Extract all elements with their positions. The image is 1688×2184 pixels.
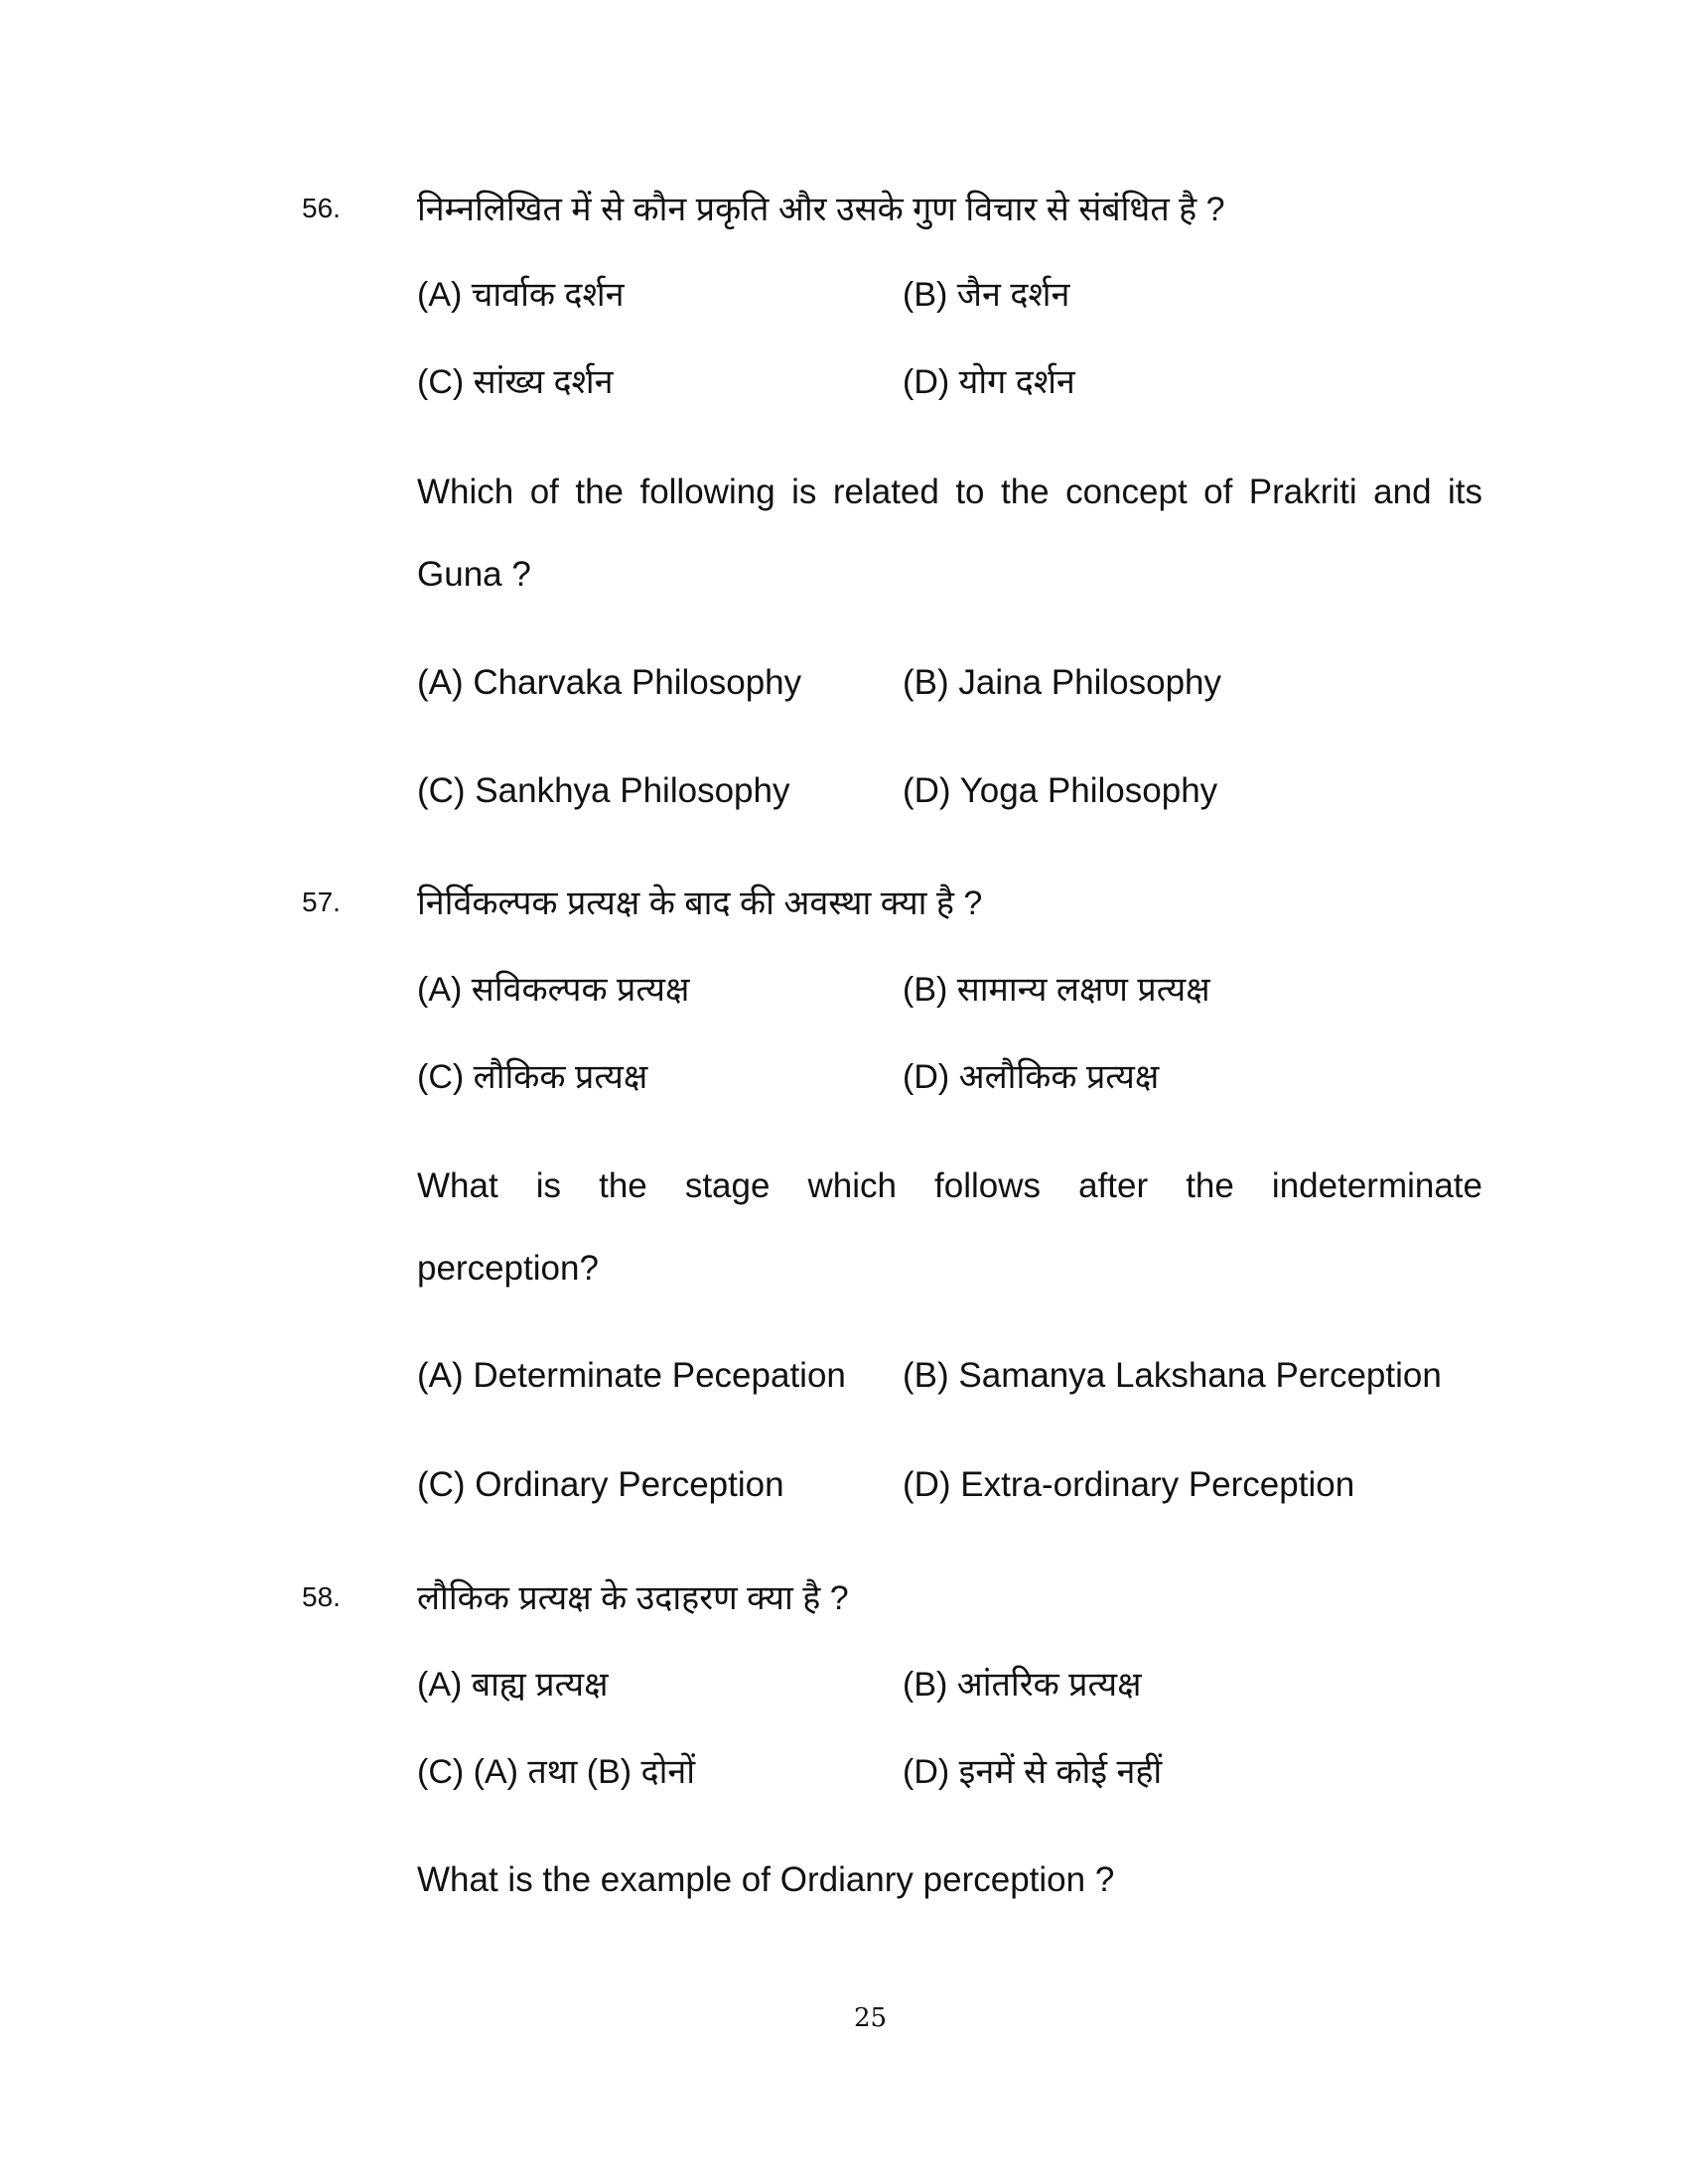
question-text-english-line1: What is the stage which follows after the indeterminate (417, 1166, 1482, 1205)
option-a-hindi: (A) सविकल्पक प्रत्यक्ष (417, 971, 690, 1009)
question-text-english-line2: Guna ? (417, 555, 531, 594)
question-text-hindi: लौकिक प्रत्यक्ष के उदाहरण क्या है ? (417, 1579, 849, 1617)
question-text-hindi: निर्विकल्पक प्रत्यक्ष के बाद की अवस्था क्या है ? (417, 885, 983, 922)
option-d-hindi: (D) इनमें से कोई नहीं (903, 1753, 1163, 1791)
option-a-hindi: (A) चार्वाक दर्शन (417, 276, 625, 314)
option-c-hindi: (C) (A) तथा (B) दोनों (417, 1753, 696, 1791)
option-d-english: (D) Extra-ordinary Perception (903, 1465, 1355, 1504)
question-text-english-line1: What is the example of Ordianry perception ? (417, 1860, 1115, 1899)
question-number: 56. (302, 193, 341, 223)
option-c-hindi: (C) लौकिक प्रत्यक्ष (417, 1058, 648, 1096)
question-number: 57. (302, 887, 341, 917)
option-d-english: (D) Yoga Philosophy (903, 771, 1218, 810)
option-a-hindi: (A) बाह्य प्रत्यक्ष (417, 1666, 609, 1704)
option-c-hindi: (C) सांख्य दर्शन (417, 363, 614, 401)
option-b-english: (B) Samanya Lakshana Perception (903, 1356, 1442, 1395)
option-b-hindi: (B) आंतरिक प्रत्यक्ष (903, 1666, 1142, 1704)
option-b-english: (B) Jaina Philosophy (903, 663, 1221, 702)
option-c-english: (C) Ordinary Perception (417, 1465, 784, 1504)
option-a-english: (A) Determinate Pecepation (417, 1356, 846, 1395)
question-text-hindi: निम्नलिखित में से कौन प्रकृति और उसके गुण विचार से संबंधित है ? (417, 191, 1225, 228)
option-d-hindi: (D) योग दर्शन (903, 363, 1075, 401)
page-number: 25 (854, 2003, 888, 2033)
question-text-english-line2: perception? (417, 1249, 599, 1288)
option-a-english: (A) Charvaka Philosophy (417, 663, 802, 702)
option-b-hindi: (B) जैन दर्शन (903, 276, 1070, 314)
option-d-hindi: (D) अलौकिक प्रत्यक्ष (903, 1058, 1160, 1096)
question-text-english-line1: Which of the following is related to the concept of Prakriti and its (417, 473, 1482, 511)
option-b-hindi: (B) सामान्य लक्षण प्रत्यक्ष (903, 971, 1210, 1009)
option-c-english: (C) Sankhya Philosophy (417, 771, 790, 810)
question-number: 58. (302, 1581, 341, 1612)
